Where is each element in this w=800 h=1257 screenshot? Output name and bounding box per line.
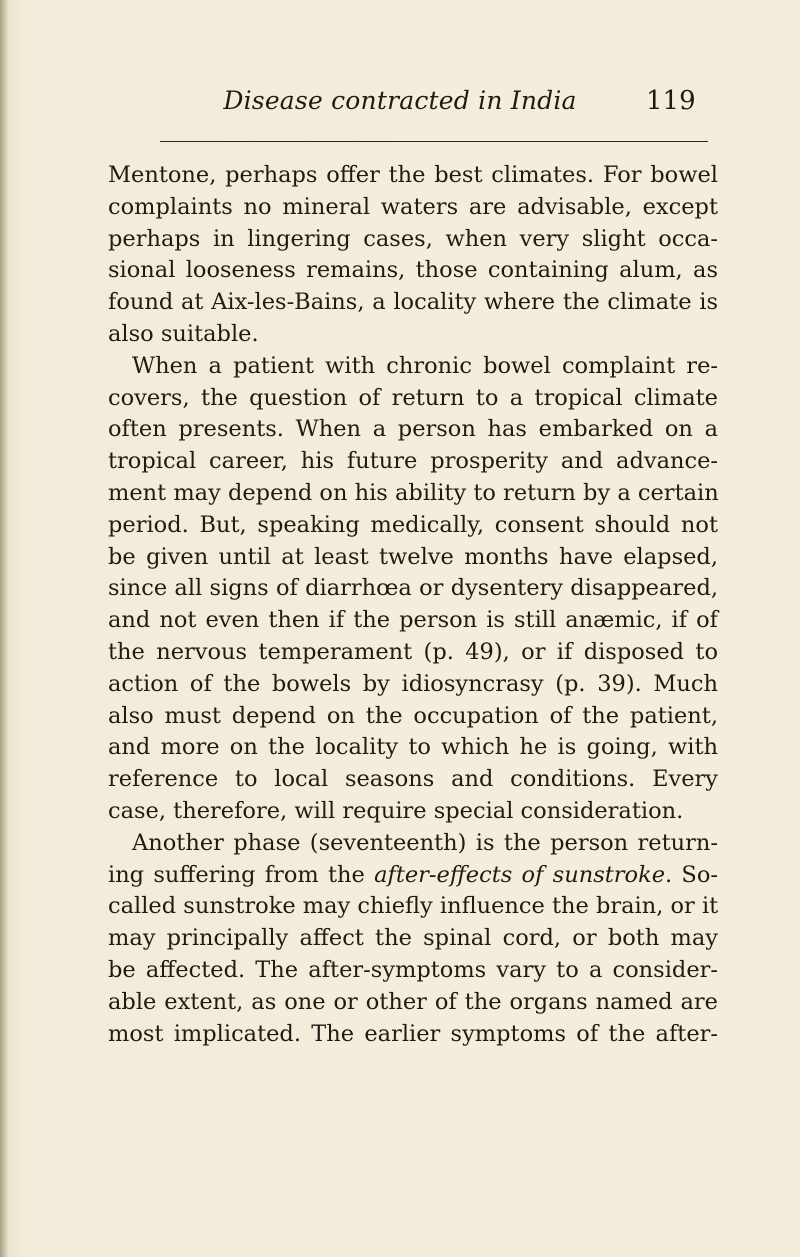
text-line: most implicated. The earlier symptoms of the after- bbox=[108, 1020, 718, 1047]
text-line: able extent, as one or other of the organs named are bbox=[108, 988, 718, 1015]
text-line: When a patient with chronic bowel complaint re- bbox=[132, 352, 718, 379]
text-line: action of the bowels by idiosyncrasy (p. 39). Much bbox=[108, 670, 718, 697]
page-header bbox=[0, 86, 800, 126]
text-line: also suitable. bbox=[108, 320, 259, 347]
header-rule bbox=[160, 141, 708, 142]
text-line: often presents. When a person has embarked on a bbox=[108, 416, 718, 443]
text-line: found at Aix-les-Bains, a locality where the climate is bbox=[108, 289, 718, 316]
text-line: period. But, speaking medically, consent should not bbox=[108, 511, 718, 538]
text-line: ment may depend on his ability to return by a certain bbox=[108, 479, 719, 506]
text-line: ing suffering from the after-effects of sunstroke. So- bbox=[108, 861, 718, 888]
text-line: complaints no mineral waters are advisable, except bbox=[108, 193, 718, 220]
page-number: 119 bbox=[646, 86, 696, 116]
text-line: Another phase (seventeenth) is the person return- bbox=[132, 829, 718, 856]
text-line: called sunstroke may chiefly influence the brain, or it bbox=[108, 893, 719, 920]
text-line: case, therefore, will require special consideration. bbox=[108, 797, 684, 824]
text-line: may principally affect the spinal cord, or both may bbox=[108, 925, 718, 952]
text-line: reference to local seasons and conditions. Every bbox=[108, 766, 718, 793]
text-line: perhaps in lingering cases, when very slight occa- bbox=[108, 225, 718, 252]
text-line: be affected. The after-symptoms vary to a consider- bbox=[108, 956, 718, 983]
body-text bbox=[108, 160, 718, 1050]
running-title: Disease contracted in India bbox=[223, 86, 577, 115]
text-line: and not even then if the person is still anæmic, if of bbox=[108, 607, 718, 634]
text-line: the nervous temperament (p. 49), or if disposed to bbox=[108, 638, 718, 665]
text-line: and more on the locality to which he is going, with bbox=[108, 734, 718, 761]
text-line: be given until at least twelve months have elapsed, bbox=[108, 543, 718, 570]
text-line: also must depend on the occupation of the patient, bbox=[108, 702, 718, 729]
text-line: Mentone, perhaps offer the best climates. For bowel bbox=[108, 162, 718, 188]
italic-phrase: after-effects of sunstroke bbox=[374, 861, 666, 888]
text-line: tropical career, his future prosperity and advance- bbox=[108, 448, 718, 475]
page-gutter-shadow bbox=[0, 0, 8, 1257]
text-line: sional looseness remains, those containing alum, as bbox=[108, 257, 718, 284]
text-line: covers, the question of return to a tropical climate bbox=[108, 384, 718, 411]
text-line: since all signs of diarrhœa or dysentery disappeared, bbox=[108, 575, 718, 602]
